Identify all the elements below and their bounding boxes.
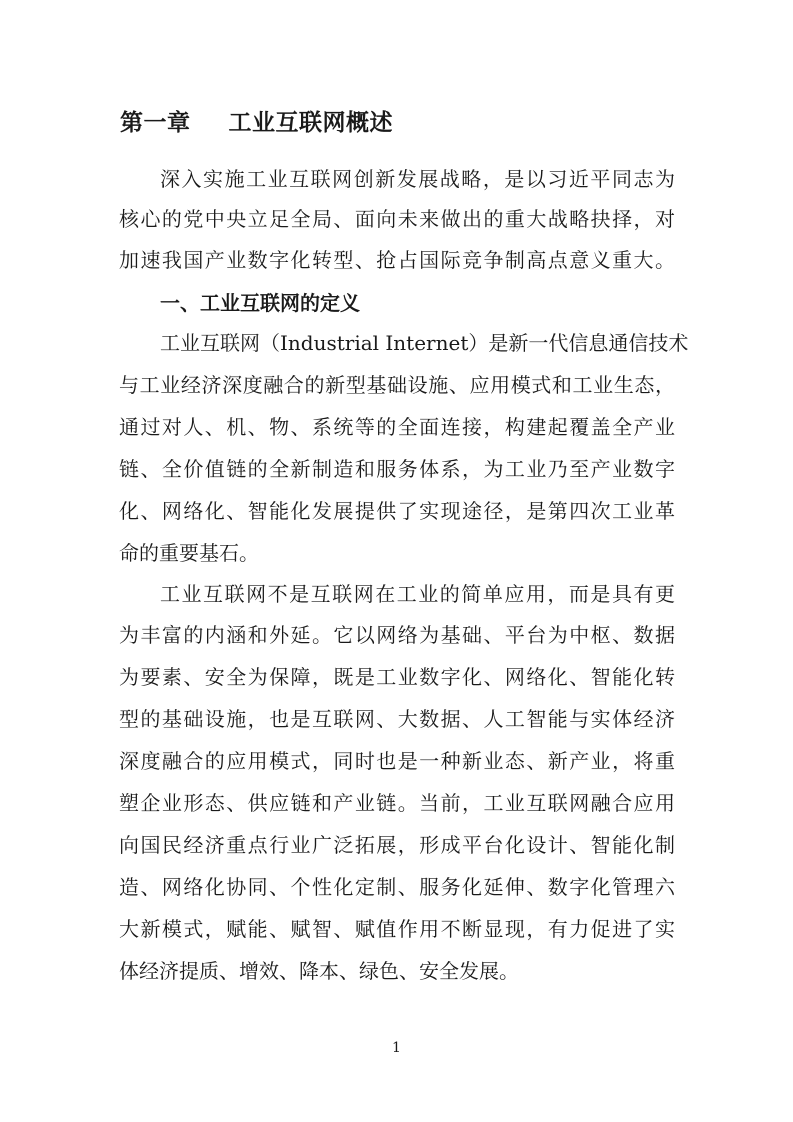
paragraph-line: 通过对人、机、物、系统等的全面连接，构建起覆盖全产业: [119, 415, 675, 439]
paragraph-line: 为丰富的内涵和外延。它以网络为基础、平台为中枢、数据: [119, 623, 675, 647]
intro-line: 核心的党中央立足全局、面向未来做出的重大战略抉择，对: [119, 207, 675, 231]
intro-line: 深入实施工业互联网创新发展战略，是以习近平同志为: [160, 167, 675, 191]
paragraph-line: 化、网络化、智能化发展提供了实现途径，是第四次工业革: [119, 499, 675, 523]
chapter-title: [120, 104, 393, 137]
paragraph-line: 体经济提质、增效、降本、绿色、安全发展。: [119, 959, 519, 983]
section-heading: 一、工业互联网的定义: [160, 291, 360, 315]
paragraph-line: 深度融合的应用模式，同时也是一种新业态、新产业，将重: [119, 749, 675, 773]
chapter-label: 第一章: [120, 110, 191, 136]
paragraph-line: 链、全价值链的全新制造和服务体系，为工业乃至产业数字: [119, 457, 675, 481]
intro-line: 加速我国产业数字化转型、抢占国际竞争制高点意义重大。: [119, 248, 675, 272]
paragraph-line: 与工业经济深度融合的新型基础设施、应用模式和工业生态，: [119, 373, 675, 397]
paragraph-line: 大新模式，赋能、赋智、赋值作用不断显现，有力促进了实: [119, 917, 675, 941]
page-number: 1: [392, 1040, 401, 1056]
paragraph-line: 工业互联网（Industrial Internet）是新一代信息通信技术: [160, 331, 689, 355]
chapter-name: 工业互联网概述: [228, 110, 393, 136]
paragraph-line: 塑企业形态、供应链和产业链。当前，工业互联网融合应用: [119, 791, 675, 815]
paragraph-line: 工业互联网不是互联网在工业的简单应用，而是具有更: [160, 582, 675, 606]
paragraph-line: 为要素、安全为保障，既是工业数字化、网络化、智能化转: [119, 665, 675, 689]
paragraph-line: 型的基础设施，也是互联网、大数据、人工智能与实体经济: [119, 707, 675, 731]
paragraph-line: 命的重要基石。: [119, 541, 259, 565]
paragraph-line: 造、网络化协同、个性化定制、服务化延伸、数字化管理六: [119, 875, 675, 899]
paragraph-line: 向国民经济重点行业广泛拓展，形成平台化设计、智能化制: [119, 833, 675, 857]
